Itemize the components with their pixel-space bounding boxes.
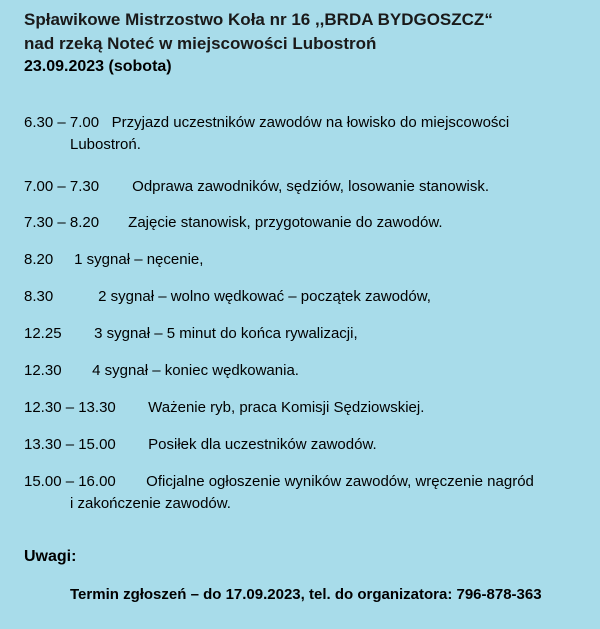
- schedule-desc: Przyjazd uczestników zawodów na łowisko do miejscowości: [111, 114, 510, 131]
- schedule-desc: 3 sygnał – 5 minut do końca rywalizacji,: [94, 325, 358, 342]
- schedule-time: 12.25: [24, 325, 62, 342]
- schedule-desc: Oficjalne ogłoszenie wyników zawodów, wręczenie nagród: [146, 473, 534, 490]
- schedule-desc: 1 sygnał – nęcenie,: [74, 251, 204, 268]
- schedule-time: 8.20: [24, 251, 54, 268]
- event-date: 23.09.2023 (sobota): [24, 58, 172, 75]
- schedule-desc: Zajęcie stanowisk, przygotowanie do zawodów.: [128, 214, 443, 231]
- document-header: [24, 8, 584, 78]
- schedule-item: [24, 112, 584, 156]
- schedule-desc: Odprawa zawodników, sędziów, losowanie stanowisk.: [132, 178, 490, 195]
- schedule-time: 7.00 – 7.30: [24, 178, 100, 195]
- schedule-time: 15.00 – 16.00: [24, 473, 116, 490]
- schedule-item: [24, 323, 584, 345]
- schedule-time: 6.30 – 7.00: [24, 114, 100, 131]
- schedule-item: [24, 176, 584, 198]
- schedule-desc-cont: Lubostroń.: [70, 136, 141, 153]
- schedule-item: [24, 286, 584, 308]
- schedule-item: [24, 471, 584, 515]
- schedule-time: 12.30: [24, 362, 62, 379]
- schedule-item: [24, 360, 584, 382]
- schedule-item: [24, 212, 584, 234]
- schedule-time: 8.30: [24, 288, 54, 305]
- schedule-time: 7.30 – 8.20: [24, 214, 100, 231]
- schedule-time: 13.30 – 15.00: [24, 436, 116, 453]
- notes-label: Uwagi:: [24, 548, 77, 565]
- schedule-item: [24, 249, 584, 271]
- schedule-time: 12.30 – 13.30: [24, 399, 116, 416]
- schedule-item: [24, 397, 584, 419]
- title-line-1: Spławikowe Mistrzostwo Koła nr 16 ,,BRDA BYDGOSZCZ“: [24, 10, 493, 29]
- notes-text: Termin zgłoszeń – do 17.09.2023, tel. do organizatora: 796-878-363: [70, 586, 542, 603]
- schedule-desc-cont: i zakończenie zawodów.: [70, 495, 231, 512]
- schedule-desc: 4 sygnał – koniec wędkowania.: [92, 362, 299, 379]
- schedule-desc: 2 sygnał – wolno wędkować – początek zawodów,: [98, 288, 431, 305]
- schedule-item: [24, 434, 584, 456]
- schedule-desc: Posiłek dla uczestników zawodów.: [148, 436, 377, 453]
- title-line-2: nad rzeką Noteć w miejscowości Lubostroń: [24, 34, 377, 53]
- schedule-desc: Ważenie ryb, praca Komisji Sędziowskiej.: [148, 399, 425, 416]
